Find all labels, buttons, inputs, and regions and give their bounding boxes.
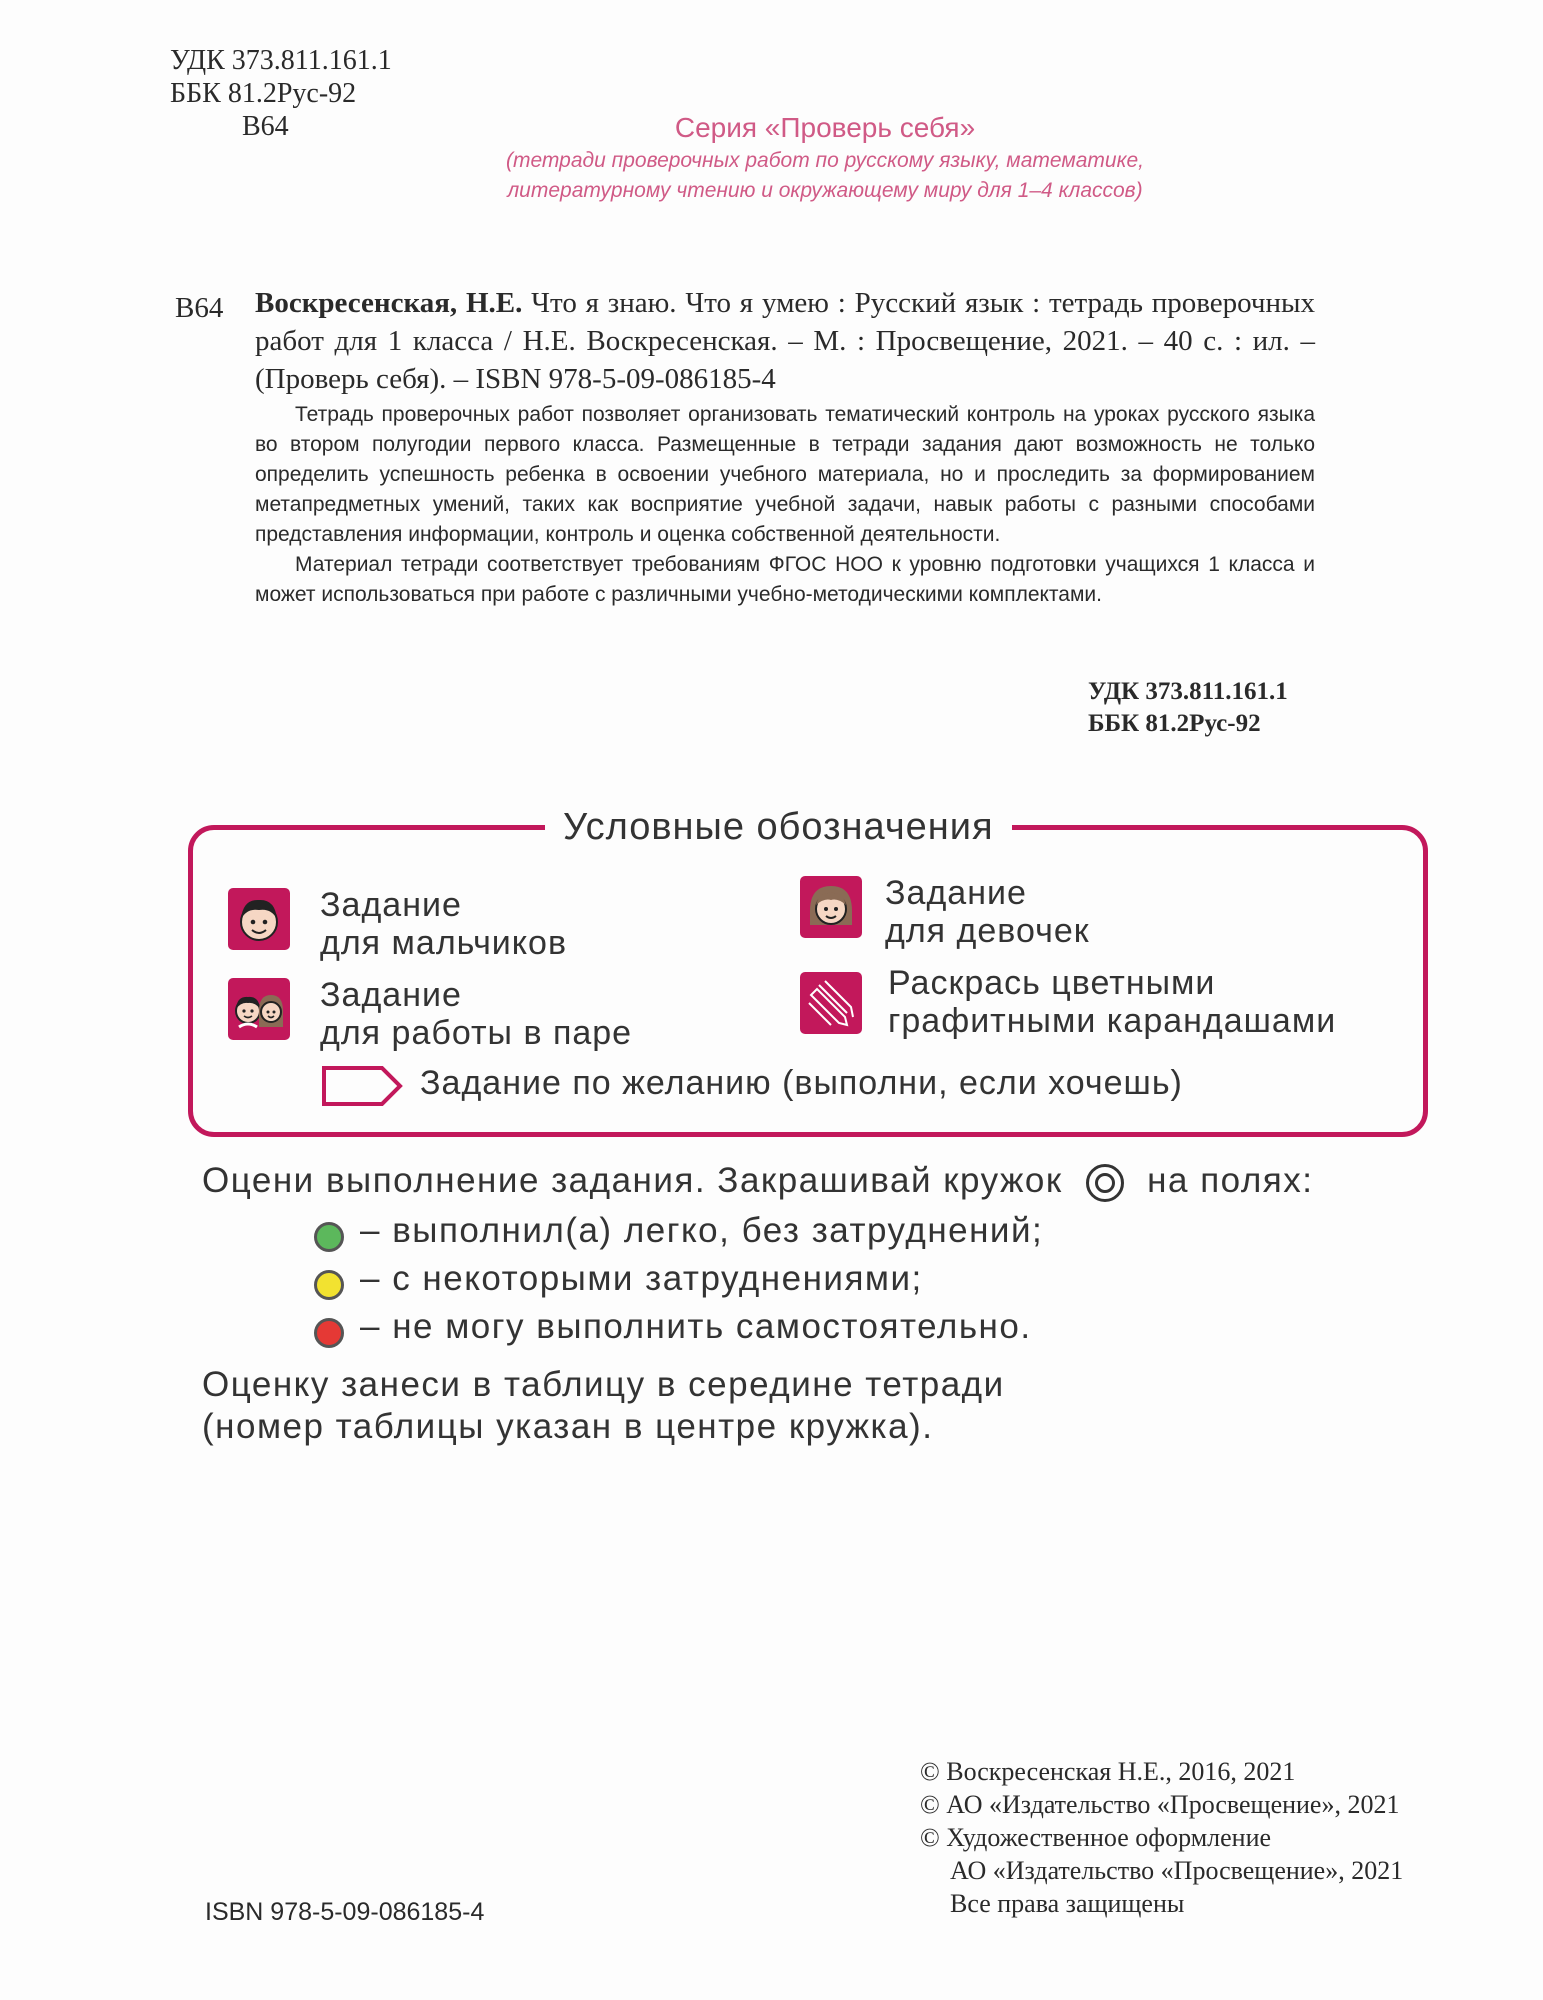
rating-intro [202, 1160, 1313, 1202]
copyright-line-5: Все права защищены [950, 1889, 1185, 1918]
series-block [400, 110, 1250, 206]
bibliographic-record [255, 284, 1315, 398]
classification-top [170, 44, 392, 143]
bib-author: Воскресенская, Н.Е. [255, 287, 523, 319]
annotation-paragraph-1: Тетрадь проверочных работ позволяет организовать тематический контроль на уроках русского языка во втором полугодии первого класса. Размещенные в тетради задания дают возможность не только определить успешность ребенка в освоении учебного материала, но и проследить за формированием метапредметных умений, таких как восприятие учебной задачи, навык работы с разными способами представления информации, контроль и оценка собственной деятельности. [255, 403, 1315, 546]
arrow-tag-icon [322, 1066, 404, 1111]
rating-note [202, 1364, 1005, 1448]
copyright-line-3: © Художественное оформление [920, 1823, 1272, 1852]
boy-icon [228, 888, 290, 950]
legend-color-line1: Раскрась цветными [888, 964, 1216, 1002]
legend-girls [885, 874, 1090, 950]
legend-title: Условные обозначения [545, 806, 1012, 849]
legend-color-line2: графитными карандашами [888, 1002, 1337, 1040]
series-subtitle-2: литературному чтению и окружающему миру для 1–4 классов) [507, 179, 1143, 202]
red-dot-icon [314, 1318, 344, 1353]
rating-intro-end: на полях: [1147, 1161, 1314, 1200]
copyright-line-2: © АО «Издательство «Просвещение», 2021 [920, 1790, 1400, 1819]
legend-boys [320, 886, 567, 962]
yellow-dot-icon [314, 1270, 344, 1305]
copyright-line-4: АО «Издательство «Просвещение», 2021 [950, 1856, 1404, 1885]
author-mark: В64 [242, 111, 289, 142]
legend-boys-line1: Задание [320, 886, 462, 924]
udk-code: УДК 373.811.161.1 [170, 45, 392, 76]
pencils-icon [800, 972, 862, 1034]
annotation-paragraph-2: Материал тетради соответствует требованиям ФГОС НОО к уровню подготовки учащихся 1 класса и может использоваться при работе с различными учебно-методическими комплектами. [255, 553, 1315, 606]
annotation [255, 400, 1315, 610]
udk-code-bottom: УДК 373.811.161.1 [1088, 678, 1288, 705]
legend-color [888, 964, 1336, 1040]
green-dot-icon [314, 1222, 344, 1257]
legend-pair-line1: Задание [320, 976, 462, 1014]
pair-icon [228, 978, 290, 1040]
legend-girls-line2: для девочек [885, 912, 1090, 950]
series-subtitle-1: (тетради проверочных работ по русскому языку, математике, [505, 149, 1144, 172]
series-title: Серия «Проверь себя» [674, 112, 976, 143]
target-circle-icon [1086, 1164, 1124, 1202]
legend-boys-line2: для мальчиков [320, 924, 568, 962]
rating-note-line2: (номер таблицы указан в центре кружка). [202, 1407, 934, 1446]
rating-yellow: – с некоторыми затруднениями; [360, 1259, 923, 1298]
bbk-code: ББК 81.2Рус-92 [170, 78, 357, 109]
copyright-block [920, 1755, 1403, 1920]
bib-description: Что я знаю. Что я умею : Русский язык : тетрадь проверочных работ для 1 класса / Н.Е. Воскресенская. – М. : Просвещение, 2021. – 40 с. : ил. – (Проверь себя). – ISBN 978-5-09-086185-4 [255, 287, 1315, 395]
rating-green: – выполнил(а) легко, без затруднений; [360, 1211, 1044, 1250]
legend-optional: Задание по желанию (выполни, если хочешь) [420, 1064, 1183, 1102]
bbk-code-bottom: ББК 81.2Рус-92 [1088, 710, 1261, 737]
copyright-line-1: © Воскресенская Н.Е., 2016, 2021 [920, 1757, 1296, 1786]
classification-bottom [1088, 676, 1288, 740]
legend-pair [320, 976, 632, 1052]
bib-author-mark: В64 [175, 292, 224, 324]
legend-girls-line1: Задание [885, 874, 1027, 912]
rating-red: – не могу выполнить самостоятельно. [360, 1307, 1032, 1346]
rating-intro-text: Оцени выполнение задания. Закрашивай кружок [202, 1161, 1063, 1200]
girl-icon [800, 876, 862, 938]
rating-note-line1: Оценку занеси в таблицу в середине тетради [202, 1365, 1005, 1404]
legend-pair-line2: для работы в паре [320, 1014, 633, 1052]
isbn: ISBN 978-5-09-086185-4 [205, 1898, 485, 1926]
